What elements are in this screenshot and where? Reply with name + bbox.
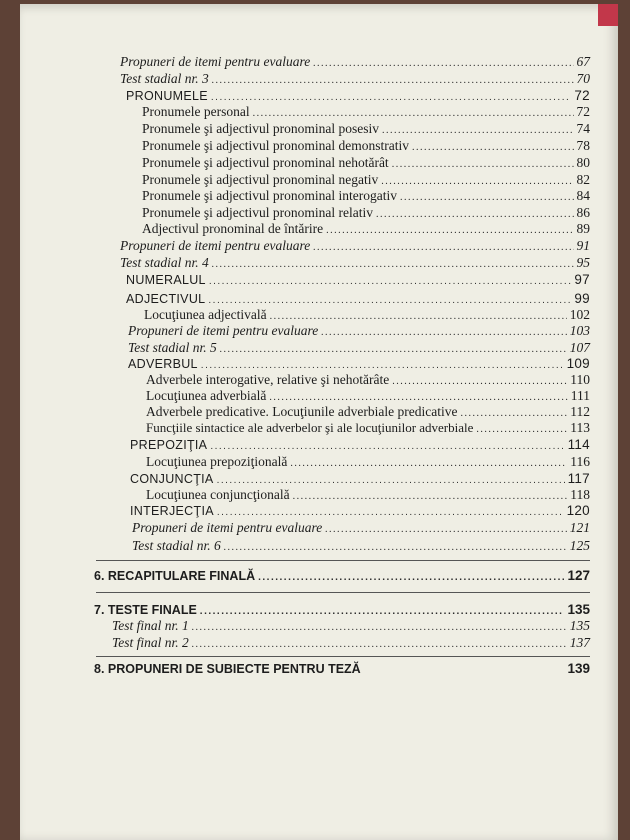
toc-entry-page: 80 bbox=[576, 155, 590, 170]
toc-entry-page: 72 bbox=[574, 88, 590, 103]
toc-entry-label: ADVERBUL bbox=[128, 357, 198, 371]
toc-entry-page: 74 bbox=[576, 121, 590, 136]
toc-entry-label: CONJUNCŢIA bbox=[130, 472, 214, 486]
toc-entry-page: 109 bbox=[566, 356, 590, 371]
toc-entry-label: Pronumele personal bbox=[142, 104, 250, 119]
toc-entry-page: 102 bbox=[569, 307, 590, 322]
divider bbox=[96, 560, 590, 561]
toc-entry bbox=[142, 104, 590, 122]
toc-entry bbox=[120, 54, 590, 72]
toc-entry-label: Locuţiunea prepoziţională bbox=[146, 454, 288, 469]
toc-entry bbox=[142, 121, 590, 139]
toc-entry-page: 89 bbox=[576, 221, 590, 236]
toc-entry-label: 7. TESTE FINALE bbox=[94, 603, 197, 617]
toc-entry bbox=[142, 138, 590, 156]
toc-entry-page: 70 bbox=[576, 71, 590, 86]
toc-entry bbox=[132, 538, 590, 556]
toc-entry bbox=[142, 155, 590, 173]
toc-entry-label: Test stadial nr. 4 bbox=[120, 255, 209, 270]
toc-entry-page: 78 bbox=[576, 138, 590, 153]
toc-entry bbox=[146, 454, 590, 472]
toc-entry bbox=[132, 520, 590, 538]
toc-entry-page: 84 bbox=[576, 188, 590, 203]
toc-entry bbox=[120, 238, 590, 256]
toc-entry bbox=[112, 618, 590, 636]
toc-entry-page: 67 bbox=[576, 54, 590, 69]
toc-entry-page: 117 bbox=[567, 471, 590, 486]
toc-entry-page: 135 bbox=[567, 602, 590, 617]
toc-chapter bbox=[94, 661, 590, 679]
toc-entry-label: Pronumele şi adjectivul pronominal posesiv bbox=[142, 121, 379, 136]
toc-entry-page: 95 bbox=[576, 255, 590, 270]
toc-entry-page: 82 bbox=[576, 172, 590, 187]
toc-entry-label: ADJECTIVUL bbox=[126, 292, 206, 306]
toc-entry-page: 121 bbox=[569, 520, 590, 535]
toc-entry-page: 86 bbox=[576, 205, 590, 220]
toc-entry-page: 137 bbox=[569, 635, 590, 650]
toc-entry-label: PREPOZIŢIA bbox=[130, 438, 208, 452]
toc-entry-page: 114 bbox=[567, 437, 590, 452]
toc-entry-label: PRONUMELE bbox=[126, 89, 208, 103]
toc-entry-label: Adverbele predicative. Locuţiunile adverbiale predicative bbox=[146, 404, 458, 419]
toc-entry-page: 111 bbox=[570, 388, 590, 403]
toc-section bbox=[130, 503, 590, 521]
toc-entry-label: Test stadial nr. 3 bbox=[120, 71, 209, 86]
toc-entry-label: Adjectivul pronominal de întărire bbox=[142, 221, 324, 236]
toc-entry-label: Test final nr. 1 bbox=[112, 618, 189, 633]
toc-entry-label: 6. RECAPITULARE FINALĂ bbox=[94, 569, 256, 583]
toc-entry-page: 118 bbox=[570, 487, 590, 502]
toc-entry-label: Pronumele şi adjectivul pronominal interogativ bbox=[142, 188, 397, 203]
toc-entry bbox=[112, 635, 590, 653]
toc-entry-label: Test stadial nr. 6 bbox=[132, 538, 221, 553]
toc-entry-page: 110 bbox=[570, 372, 590, 387]
toc-entry-label: Pronumele şi adjectivul pronominal demonstrativ bbox=[142, 138, 409, 153]
toc-entry-label: INTERJECŢIA bbox=[130, 504, 214, 518]
toc-chapter bbox=[94, 568, 590, 586]
toc-entry-label: Adverbele interogative, relative şi nehotărâte bbox=[146, 372, 390, 387]
toc-entry-label: Pronumele şi adjectivul pronominal negativ bbox=[142, 172, 379, 187]
toc-entry bbox=[142, 221, 590, 239]
toc-entry bbox=[120, 255, 590, 273]
toc-entry-page: 120 bbox=[566, 503, 590, 518]
toc-entry-label: Test final nr. 2 bbox=[112, 635, 189, 650]
toc-entry-page: 72 bbox=[576, 104, 590, 119]
toc-entry-page: 139 bbox=[567, 661, 590, 676]
toc-entry-label: Funcţiile sintactice ale adverbelor şi ale locuţiunilor adverbiale bbox=[146, 420, 474, 435]
toc-entry-label: Locuţiunea adjectivală bbox=[144, 307, 267, 322]
toc-entry-page: 113 bbox=[570, 420, 590, 435]
toc-entry-label: Pronumele şi adjectivul pronominal nehotărât bbox=[142, 155, 389, 170]
toc-entry bbox=[146, 420, 590, 438]
toc-entry-page: 112 bbox=[570, 404, 590, 419]
toc-entry bbox=[128, 323, 590, 341]
toc-entry-page: 103 bbox=[569, 323, 590, 338]
toc-entry-label: NUMERALUL bbox=[126, 273, 206, 287]
toc-entry-page: 91 bbox=[576, 238, 590, 253]
book-page bbox=[20, 4, 618, 840]
toc-entry-label: Locuţiunea conjuncţională bbox=[146, 487, 290, 502]
toc-entry-page: 116 bbox=[570, 454, 590, 469]
toc-entry-page: 127 bbox=[567, 568, 590, 583]
toc-entry-label: Locuţiunea adverbială bbox=[146, 388, 267, 403]
toc-entry-page: 135 bbox=[569, 618, 590, 633]
toc-entry-page: 107 bbox=[569, 340, 590, 355]
toc-entry-label: Propuneri de itemi pentru evaluare bbox=[128, 323, 319, 338]
toc-entry-label: Propuneri de itemi pentru evaluare bbox=[120, 54, 311, 69]
toc-entry-label: 8. PROPUNERI DE SUBIECTE PENTRU TEZĂ bbox=[94, 662, 361, 676]
toc-entry bbox=[120, 71, 590, 89]
toc-entry-page: 97 bbox=[574, 272, 590, 287]
divider bbox=[96, 656, 590, 657]
toc-entry bbox=[142, 188, 590, 206]
toc-entry-page: 99 bbox=[574, 291, 590, 306]
toc-entry-label: Propuneri de itemi pentru evaluare bbox=[120, 238, 311, 253]
toc-entry-label: Propuneri de itemi pentru evaluare bbox=[132, 520, 323, 535]
toc-entry-label: Pronumele şi adjectivul pronominal relativ bbox=[142, 205, 373, 220]
toc-section bbox=[130, 437, 590, 455]
table-of-contents bbox=[20, 4, 618, 840]
toc-section bbox=[126, 272, 590, 290]
toc-entry-label: Test stadial nr. 5 bbox=[128, 340, 217, 355]
divider bbox=[96, 592, 590, 593]
toc-entry-page: 125 bbox=[569, 538, 590, 553]
